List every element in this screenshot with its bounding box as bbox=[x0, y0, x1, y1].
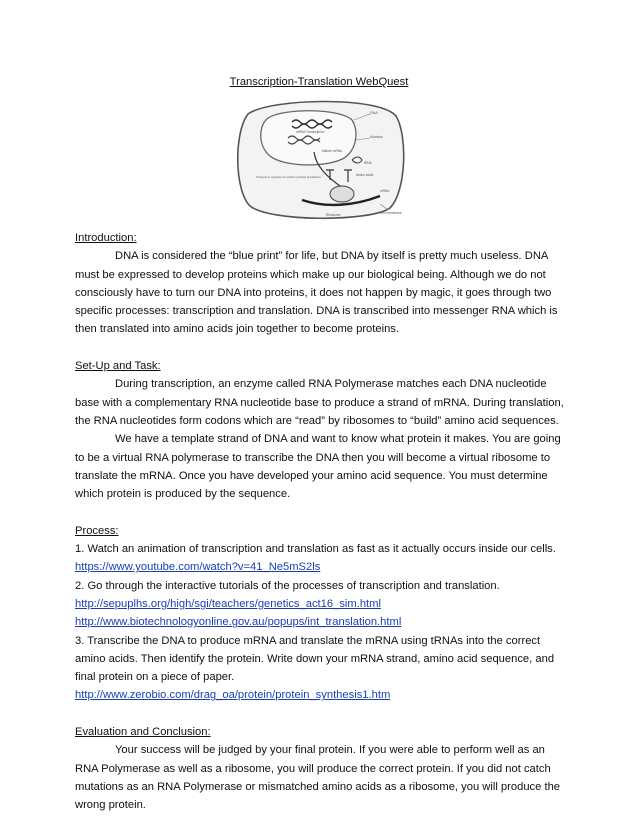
figure-label-trna: tRNA bbox=[364, 161, 372, 165]
figure-label-cell-membrane: Cell membrane bbox=[380, 211, 402, 215]
introduction-section bbox=[75, 229, 567, 339]
figure-label-mrna: mRNA bbox=[380, 189, 390, 193]
process-step-3: 3. Transcribe the DNA to produce mRNA and translate the mRNA using tRNAs into the correct amino acids. Then identify the protein. Write down your mRNA strand, amino acid sequence, and final protein on a piece of paper. bbox=[75, 634, 555, 684]
figure-label-ribosome: Ribosome bbox=[326, 213, 341, 217]
transcription-translation-diagram bbox=[230, 96, 410, 224]
figure-label-amino-acids: Amino acids bbox=[356, 173, 374, 177]
setup-paragraph-1: During transcription, an enzyme called RNA Polymerase matches each DNA nucleotide base with a complementary RNA nucleotide base to produce a strand of mRNA. During translation, the RNA nucleotides form codons which are “read” by ribosomes to “build” amino acid sequences. bbox=[75, 378, 564, 427]
youtube-animation-link[interactable]: https://www.youtube.com/watch?v=41_Ne5mS2ls bbox=[75, 561, 321, 574]
nucleus-shape bbox=[261, 111, 356, 165]
evaluation-text: Your success will be judged by your final protein. If you were able to perform well as an RNA Polymerase as well as a ribosome, you will produce the correct protein. If you did not catch mutations as an RNA Polymerase or mismatched amino acids as a ribosome, you will produce the wrong protein. bbox=[75, 744, 561, 812]
introduction-text: DNA is considered the “blue print” for life, but DNA by itself is pretty much useless. DNA must be expressed to develop proteins which make up our biological being. Although we do not consciously have to turn our DNA into proteins, it does not happen by magic, it goes through two specific processes: transcription and translation. DNA is transcribed into messenger RNA which is then translated into amino acids join together to become proteins. bbox=[75, 250, 558, 336]
ribosome-shape bbox=[330, 186, 354, 202]
sepuplhs-tutorial-link[interactable]: http://sepuplhs.org/high/sgi/teachers/genetics_act16_sim.html bbox=[75, 597, 381, 610]
process-heading: Process: bbox=[75, 524, 119, 537]
biotechnologyonline-link[interactable]: http://www.biotechnologyonline.gov.au/popups/int_translation.html bbox=[75, 616, 402, 629]
evaluation-section bbox=[75, 723, 567, 814]
zerobio-link[interactable]: http://www.zerobio.com/drag_oa/protein/protein_synthesis1.htm bbox=[75, 689, 391, 702]
process-section bbox=[75, 522, 567, 705]
figure-label-transport: Transport to cytoplasm for protein synthesis (translation) bbox=[256, 176, 321, 179]
figure-label-dna: DNA bbox=[370, 111, 378, 115]
document-title: Transcription-Translation WebQuest bbox=[229, 76, 409, 88]
figure-label-mature-mrna: Mature mRNA bbox=[322, 149, 343, 153]
setup-heading: Set-Up and Task: bbox=[75, 360, 161, 373]
figure-label-transcription: mRNA Transcription bbox=[296, 130, 325, 134]
document-body bbox=[75, 229, 567, 815]
introduction-heading: Introduction: bbox=[75, 232, 137, 244]
process-step-2: 2. Go through the interactive tutorials of the processes of transcription and translation. bbox=[75, 579, 500, 592]
setup-section bbox=[75, 357, 567, 503]
process-step-1: 1. Watch an animation of transcription and translation as fast as it actually occurs inside our cells. bbox=[75, 543, 556, 556]
figure-label-nucleus: Nucleus bbox=[370, 135, 383, 139]
evaluation-heading: Evaluation and Conclusion: bbox=[75, 726, 211, 739]
setup-paragraph-2: We have a template strand of DNA and want to know what protein it makes. You are going to be a virtual RNA polymerase to transcribe the DNA then you will become a virtual ribosome to translate the mRNA. Once you have developed your amino acid sequence. You must determine which protein is produced by the sequence. bbox=[75, 433, 561, 501]
